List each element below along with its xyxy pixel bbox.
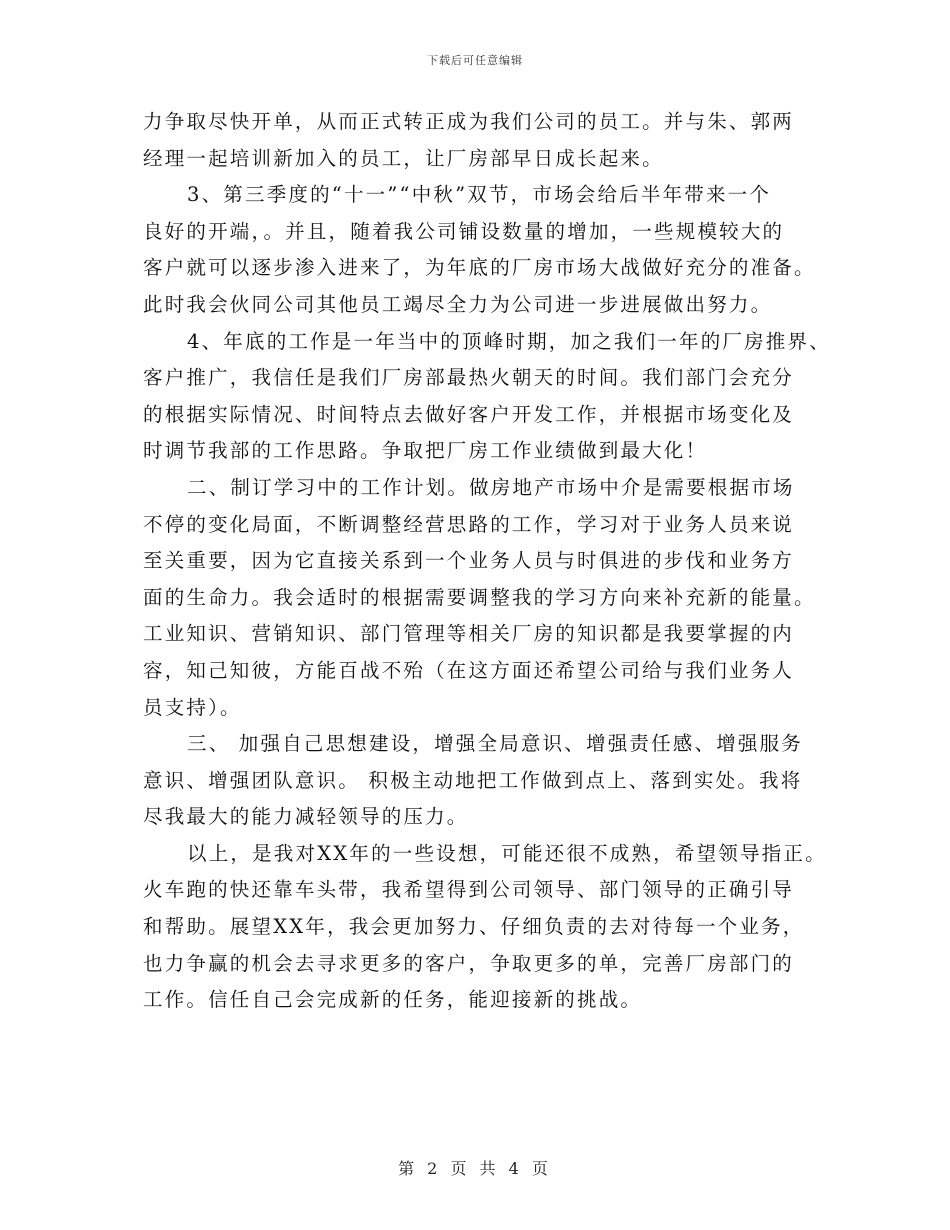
body-line: 时调节我部的工作思路。争取把厂房工作业绩做到最大化！ [143,439,708,463]
body-line: 不停的变化局面，不断调整经营思路的工作，学习对于业务人员来说 [143,512,795,536]
body-line: 意识、增强团队意识。 积极主动地把工作做到点上、落到实处。我将 [143,768,803,792]
body-line: 容，知己知彼，方能百战不殆（在这方面还希望公司给与我们业务人 [143,658,795,682]
body-line: 面的生命力。我会适时的根据需要调整我的学习方向来补充新的能量。 [143,585,816,609]
body-line: 尽我最大的能力减轻领导的压力。 [143,805,469,829]
document-body [143,104,831,1019]
body-line: 工业知识、营销知识、部门管理等相关厂房的知识都是我要掌握的内 [143,622,795,646]
body-line: 良好的开端，。并且，随着我公司铺设数量的增加，一些规模较大的 [143,219,785,243]
body-line: 力争取尽快开单，从而正式转正成为我们公司的员工。并与朱、郭两 [143,110,795,133]
body-line: 至关重要，因为它直接关系到一个业务人员与时俱进的步伐和业务方 [143,549,795,573]
body-line: 和帮助。展望XX年，我会更加努力、仔细负责的去对待每一个业务， [143,915,805,939]
body-line: 经理一起培训新加入的员工，让厂房部早日成长起来。 [143,146,664,170]
body-line: 二、制订学习中的工作计划。做房地产市场中介是需要根据市场 [187,475,795,499]
body-line: 4、年底的工作是一年当中的顶峰时期，加之我们一年的厂房推界、 [187,329,831,353]
body-line: 3、第三季度的“十一”“中秋”双节，市场会给后半年带来一个 [187,183,772,207]
body-line: 客户推广，我信任是我们厂房部最热火朝天的时间。我们部门会充分 [143,366,795,390]
body-line: 以上，是我对XX年的一些设想，可能还很不成熟，希望领导指正。 [187,841,827,865]
body-line: 此时我会伙同公司其他员工竭尽全力为公司进一步进展做出努力。 [143,292,773,316]
body-line: 员支持）。 [143,695,242,719]
page-number: 第 2 页 共 4 页 [398,1159,552,1178]
page-header-note: 下载后可任意编辑 [427,54,523,67]
body-line: 客户就可以逐步渗入进来了，为年底的厂房市场大战做好充分的准备。 [143,256,816,280]
body-line: 火车跑的快还靠车头带，我希望得到公司领导、部门领导的正确引导 [143,878,795,902]
body-line: 三、 加强自己思想建设，增强全局意识、增强责任感、增强服务 [187,732,803,756]
body-line: 也力争赢的机会去寻求更多的客户，争取更多的单，完善厂房部门的 [143,951,795,975]
body-line: 的根据实际情况、时间特点去做好客户开发工作，并根据市场变化及 [143,402,795,426]
body-line: 工作。信任自己会完成新的任务，能迎接新的挑战。 [143,988,643,1012]
